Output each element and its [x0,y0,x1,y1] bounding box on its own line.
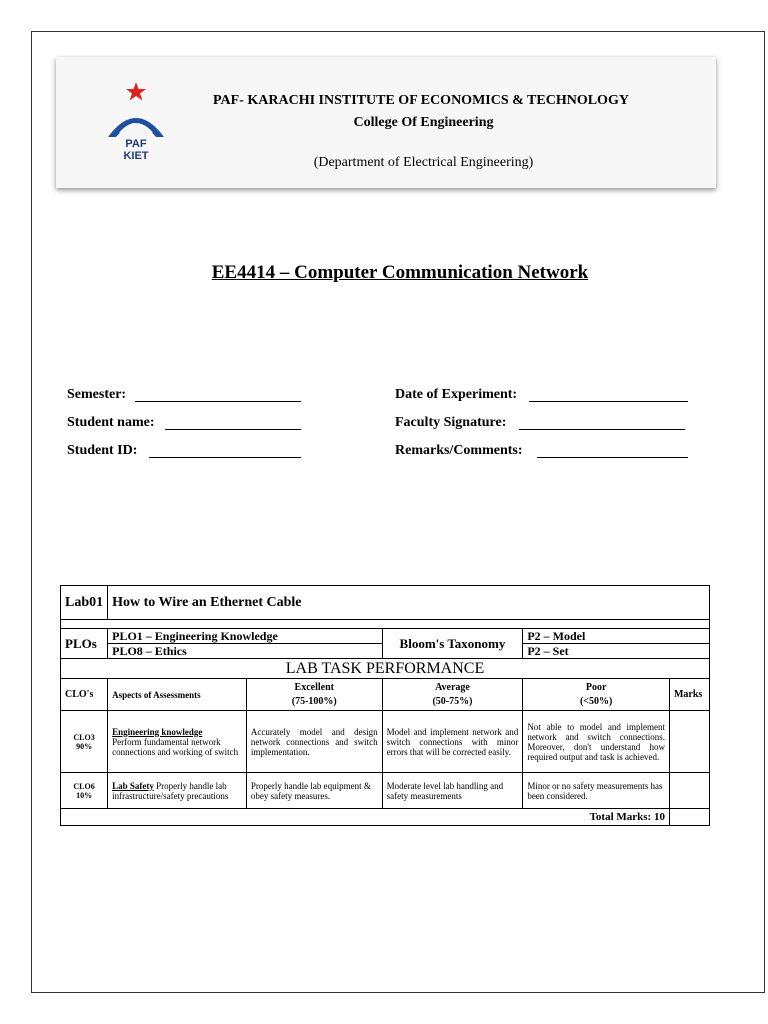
aspect-title: Lab Safety [112,780,154,791]
logo-text-paf: PAF [125,138,147,150]
average-header [382,679,523,711]
aspects-header: Aspects of Assessments [108,679,247,711]
excellent-header [246,679,382,711]
clo-cell [61,773,108,809]
excellent-cell: Properly handle lab equipment & obey safety measures. [246,773,382,809]
letterhead [56,57,716,188]
clo-weight: 90% [76,741,93,751]
excellent-range: (75-100%) [291,695,337,707]
poor-cell: Minor or no safety measurements has been considered. [523,773,670,809]
clo-code: CLO3 [73,732,95,742]
student-name-field [67,415,155,431]
semester-line[interactable] [135,401,301,402]
average-cell: Model and implement network and switch connections with minor errors that will be corrected easily. [382,711,523,773]
table-row [61,773,710,809]
lab-title-row [61,586,710,620]
date-field [395,387,517,403]
plo1-text: PLO1 – Engineering Knowledge [108,629,382,644]
lab-assessment-table [60,585,710,826]
aspect-text: Properly handle lab infrastructure/safety precautions [112,780,229,801]
plos-label: PLOs [61,629,108,659]
logo-arc [108,118,164,137]
student-id-field [67,443,137,459]
department-name: (Department of Electrical Engineering) [313,155,534,170]
excellent-label: Excellent [294,681,334,693]
section-title: LAB TASK PERFORMANCE [61,659,710,679]
plo-row-1 [61,629,710,644]
date-label: Date of Experiment: [395,387,518,402]
header-row [61,679,710,711]
clo-code: CLO6 [73,781,95,791]
section-title-row [61,659,710,679]
poor-cell: Not able to model and implement network and switch connections. Moreover, don't understand how required output and task is achieved. [523,711,670,773]
plo8-text: PLO8 – Ethics [108,644,382,659]
total-row [61,809,710,826]
average-cell: Moderate level lab handling and safety measurements [382,773,523,809]
p2-model-text: P2 – Model [523,629,710,644]
institute-logo [100,79,172,165]
clo-cell [61,711,108,773]
faculty-label: Faculty Signature: [395,415,507,430]
spacer-row [61,620,710,629]
average-range: (50-75%) [432,695,473,707]
blooms-taxonomy-label: Bloom's Taxonomy [382,629,523,659]
average-label: Average [435,681,470,693]
institute-name: PAF- KARACHI INSTITUTE OF ECONOMICS & TECHNOLOGY [213,93,629,108]
remarks-field [395,443,523,459]
marks-header: Marks [669,679,709,711]
clo-weight: 10% [76,790,93,800]
semester-field [67,387,126,403]
course-title: EE4414 – Computer Communication Network [211,262,589,283]
student-id-label: Student ID: [67,443,138,458]
lab-title: How to Wire an Ethernet Cable [108,586,710,620]
clo-header: CLO's [61,679,108,711]
faculty-line[interactable] [519,429,685,430]
poor-header [523,679,670,711]
aspect-cell [108,711,247,773]
semester-label: Semester: [67,387,127,402]
student-name-line[interactable] [165,429,301,430]
marks-cell[interactable] [669,773,709,809]
logo-text-kiet: KIET [123,150,149,162]
faculty-field [395,415,506,431]
total-marks: Total Marks: 10 [61,809,670,826]
excellent-cell: Accurately model and design network connections and switch implementation. [246,711,382,773]
aspect-cell [108,773,247,809]
remarks-line[interactable] [537,457,688,458]
date-line[interactable] [529,401,688,402]
lab-number: Lab01 [61,586,108,620]
p2-set-text: P2 – Set [523,644,710,659]
marks-cell[interactable] [669,711,709,773]
aspect-text: Perform fundamental network connections and working of switch [112,736,239,757]
aspect-title: Engineering knowledge [112,726,203,737]
poor-label: Poor [585,681,607,693]
logo-star [126,82,146,101]
poor-range: (<50%) [579,695,613,707]
table-row [61,711,710,773]
college-name: College Of Engineering [353,115,494,130]
student-id-line[interactable] [149,457,301,458]
student-name-label: Student name: [67,415,155,430]
total-marks-cell[interactable] [669,809,709,826]
remarks-label: Remarks/Comments: [395,443,523,458]
